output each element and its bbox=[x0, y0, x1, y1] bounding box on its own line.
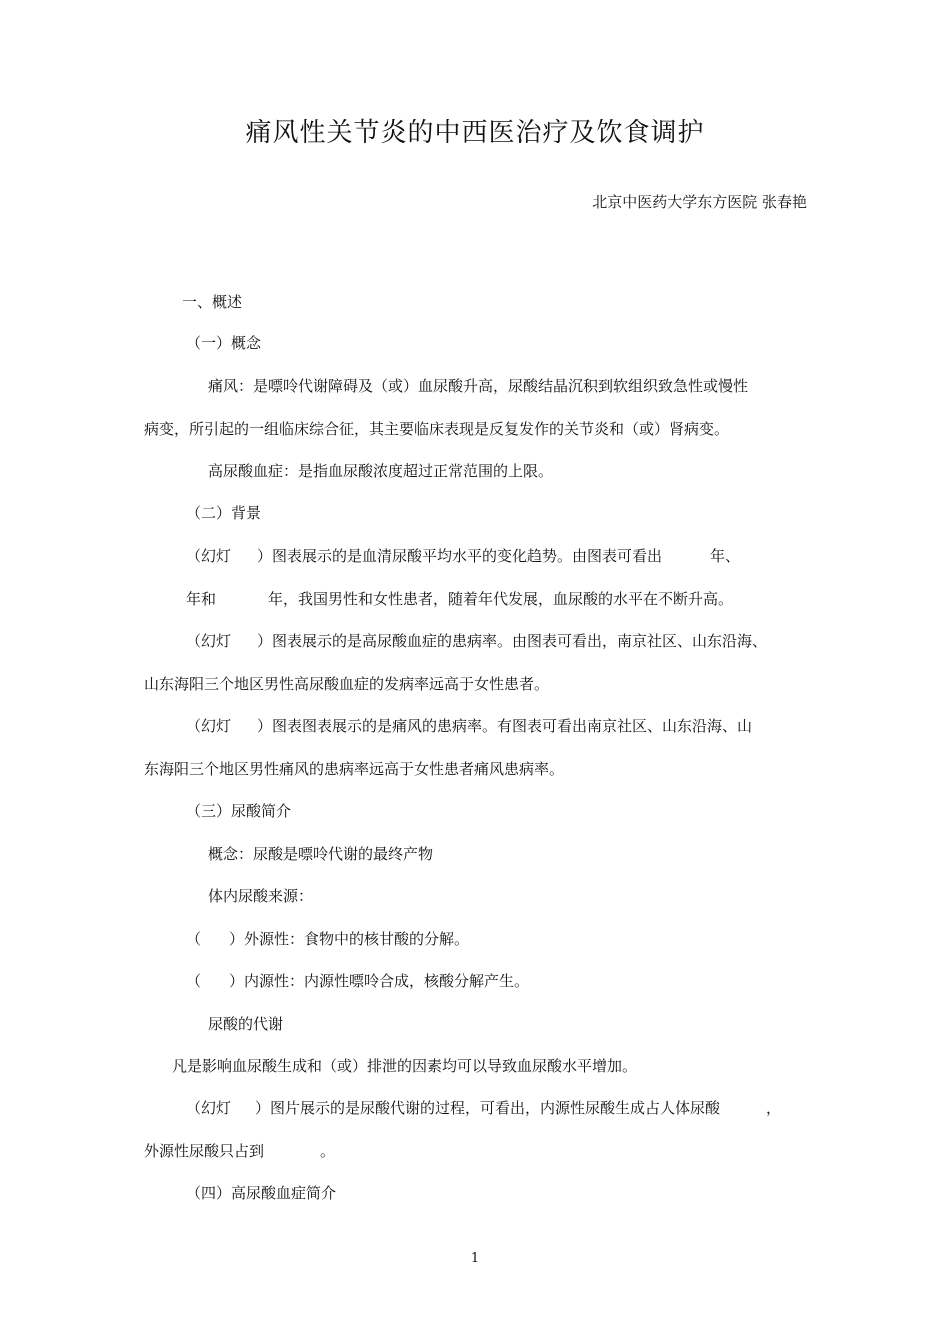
paragraph-uric-acid-factors: 凡是影响血尿酸生成和（或）排泄的因素均可以导致血尿酸水平增加。 bbox=[172, 1057, 638, 1075]
text: ）图片展示的是尿酸代谢的过程，可看出，内源性尿酸生成占人体尿酸 bbox=[255, 1099, 721, 1117]
paragraph-background-1-line2 bbox=[186, 589, 733, 609]
paragraph-hyperuricemia-definition: 高尿酸血症：是指血尿酸浓度超过正常范围的上限。 bbox=[208, 462, 554, 480]
document-title: 痛风性关节炎的中西医治疗及饮食调护 bbox=[245, 118, 705, 148]
text: （ bbox=[186, 972, 202, 990]
subsection-heading-concept: （一）概念 bbox=[186, 334, 262, 352]
subsection-heading-hyperuricemia: （四）高尿酸血症简介 bbox=[186, 1184, 337, 1202]
paragraph-exogenous bbox=[186, 929, 469, 949]
text: 年、 bbox=[710, 547, 741, 565]
text: 年，我国男性和女性患者，随着年代发展，血尿酸的水平在不断升高。 bbox=[268, 590, 734, 608]
paragraph-background-3-line2: 东海阳三个地区男性痛风的患病率远高于女性患者痛风患病率。 bbox=[144, 760, 565, 778]
text: 。 bbox=[320, 1142, 336, 1160]
text: （幻灯 bbox=[186, 717, 232, 735]
text: ）图表图表展示的是痛风的患病率。有图表可看出南京社区、山东沿海、山 bbox=[257, 717, 753, 735]
paragraph-metabolism-slide-line2 bbox=[144, 1141, 335, 1161]
text: 痛风：是嘌呤代谢障碍及（或）血尿酸升高，尿酸结晶沉积到软组织致急性或慢性 bbox=[208, 377, 749, 395]
paragraph-uric-acid-metabolism: 尿酸的代谢 bbox=[208, 1015, 284, 1033]
text: （ bbox=[186, 930, 202, 948]
paragraph-uric-acid-concept: 概念：尿酸是嘌呤代谢的最终产物 bbox=[208, 845, 434, 863]
text: ）外源性：食物中的核甘酸的分解。 bbox=[229, 930, 470, 948]
paragraph-endogenous bbox=[186, 971, 529, 991]
text: ）图表展示的是血清尿酸平均水平的变化趋势。由图表可看出 bbox=[257, 547, 663, 565]
paragraph-background-2-line2: 山东海阳三个地区男性高尿酸血症的发病率远高于女性患者。 bbox=[144, 675, 550, 693]
text: 外源性尿酸只占到 bbox=[144, 1142, 265, 1160]
page-number: 1 bbox=[470, 1251, 480, 1266]
paragraph-uric-acid-source: 体内尿酸来源： bbox=[208, 887, 314, 905]
paragraph-gout-definition-line1 bbox=[208, 376, 808, 396]
paragraph-metabolism-slide-line1 bbox=[186, 1098, 781, 1118]
paragraph-gout-definition-line2: 病变，所引起的一组临床综合征，其主要临床表现是反复发作的关节炎和（或）肾病变。 bbox=[144, 420, 730, 438]
subsection-heading-uric-acid: （三）尿酸简介 bbox=[186, 802, 292, 820]
author-line: 北京中医药大学东方医院 张春艳 bbox=[592, 193, 807, 211]
paragraph-background-1-line1 bbox=[186, 546, 740, 566]
text: （幻灯 bbox=[186, 1099, 232, 1117]
section-heading-overview: 一、概述 bbox=[182, 293, 243, 311]
text: ）内源性：内源性嘌呤合成，核酸分解产生。 bbox=[229, 972, 530, 990]
text: 年和 bbox=[186, 590, 217, 608]
text: （幻灯 bbox=[186, 632, 232, 650]
paragraph-background-3-line1 bbox=[186, 716, 752, 736]
paragraph-background-2-line1 bbox=[186, 631, 767, 651]
text: （幻灯 bbox=[186, 547, 232, 565]
text: ）图表展示的是高尿酸血症的患病率。由图表可看出，南京社区、山东沿海、 bbox=[257, 632, 768, 650]
subsection-heading-background: （二）背景 bbox=[186, 504, 262, 522]
text: ， bbox=[766, 1099, 782, 1117]
